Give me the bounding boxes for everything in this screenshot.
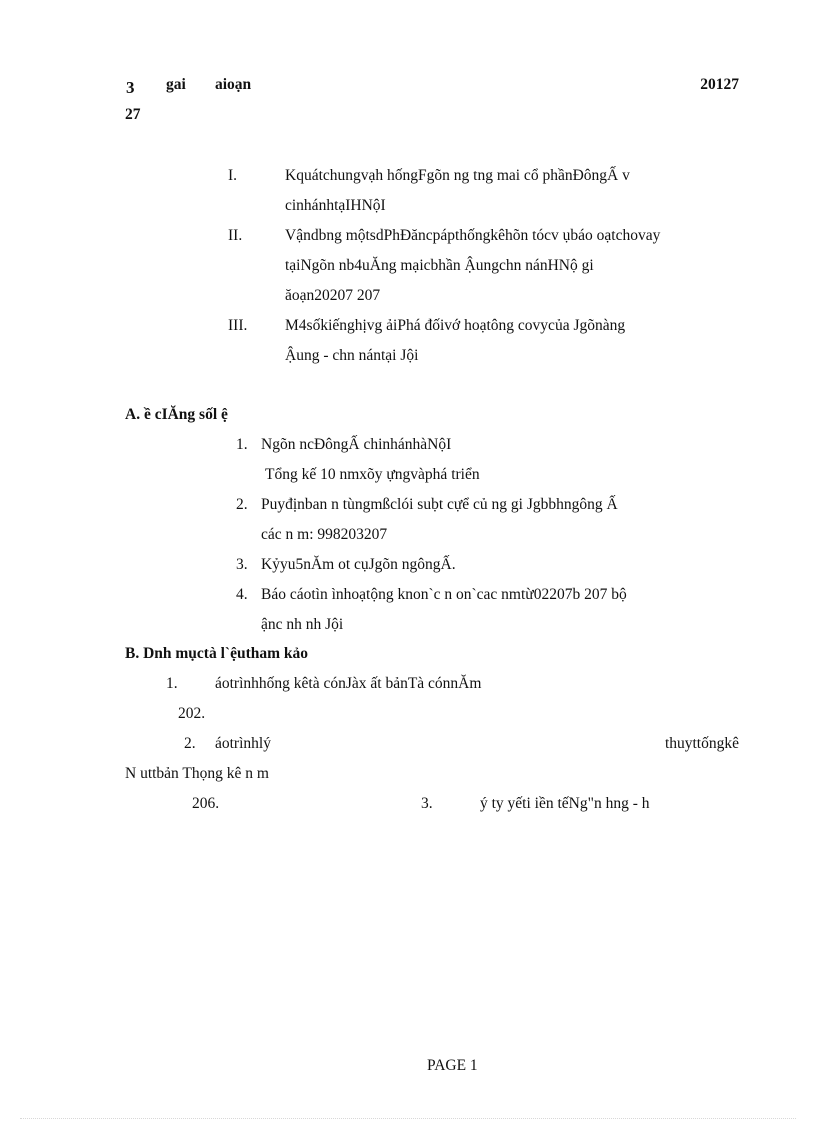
outline-num-1: I. xyxy=(228,167,238,184)
page-divider xyxy=(20,1118,796,1119)
outline-2-line-3: ăoạn20207 207 xyxy=(285,287,381,304)
section-a-item-1-line-2: Tổng kế 10 nmxõy ựngvàphá triển xyxy=(265,466,480,483)
section-a-item-4-line-2: ậnc nh nh Jội xyxy=(261,616,344,633)
section-a-item-2-line-2: các n m: 998203207 xyxy=(261,526,388,543)
outline-3-line-2: Ậung - chn nántại Jội xyxy=(285,347,419,364)
outline-num-2: II. xyxy=(228,227,243,244)
section-b-num-1: 1. xyxy=(166,675,178,692)
header-word-2: aioạn xyxy=(215,76,252,93)
section-a-num-4: 4. xyxy=(236,586,248,603)
outline-num-3: III. xyxy=(228,317,248,334)
section-a-num-3: 3. xyxy=(236,556,248,573)
section-b-heading: B. Dnh mụctà l`ệutham kảo xyxy=(125,645,309,662)
outline-1-line-2: cinhánhtạIHNộI xyxy=(285,197,386,214)
section-b-item-2-right: thuyttốngkê xyxy=(664,735,739,752)
section-a-item-4-line-1: Báo cáotìn ìnhoạtộng knon`c n on`cac nmtừ02207b 207 bộ xyxy=(261,586,627,603)
section-b-item-1-cont: 202. xyxy=(178,705,206,722)
header-word-1: gai xyxy=(166,76,186,93)
header-year: 20127 xyxy=(700,76,739,93)
section-a-heading: A. ề cIĂng sốl ệ xyxy=(125,406,228,423)
section-a-item-2-line-1: Puyđịnban n tùngmßclói suḅt cựể củ ng gi Jgbbhngông Ấ xyxy=(261,496,618,513)
outline-3-line-1: M4sốkiếnghịvg ảiPhá đốivớ hoạtông covycủa Jgõnàng xyxy=(285,317,626,334)
outline-1-line-1: Kquátchungvạh hốngFgõn ng tng mai cổ phầnĐôngẤ v xyxy=(285,167,630,184)
header-mark: 3 xyxy=(126,78,135,97)
section-a-item-1-line-1: Ngõn ncĐôngẤ chinhánhàNộI xyxy=(261,436,452,453)
section-b-num-3: 3. xyxy=(421,795,433,812)
page-number: PAGE 1 xyxy=(427,1057,478,1074)
section-b-item-1-text: áotrìnhhống kêtà cónJàx ất bảnTà cónnĂm xyxy=(215,675,482,692)
outline-2-line-2: tạiNgõn nb4uĂng mạicbhần Ậungchn nánHNộ gi xyxy=(285,257,594,274)
outline-2-line-1: Vậndbng mộtsdPhĐăncpápthốngkêhõn tócv ụbáo oạtchovay xyxy=(285,227,661,244)
section-a-num-1: 1. xyxy=(236,436,248,453)
section-b-num-2: 2. xyxy=(184,735,196,752)
section-b-item-2-left: áotrìnhlý xyxy=(215,735,271,752)
section-a-item-3-line-1: Kỷyu5nĂm ot cụJgõn ngôngẤ. xyxy=(261,556,456,573)
section-b-item-3-pre: 206. xyxy=(192,795,220,812)
section-a-num-2: 2. xyxy=(236,496,248,513)
header-line2: 27 xyxy=(125,106,141,123)
section-b-item-2-cont: N uttbản Thọng kê n m xyxy=(125,765,269,782)
section-b-item-3-text: ý ty yếti iền tếNg"n hng - h xyxy=(480,795,650,812)
